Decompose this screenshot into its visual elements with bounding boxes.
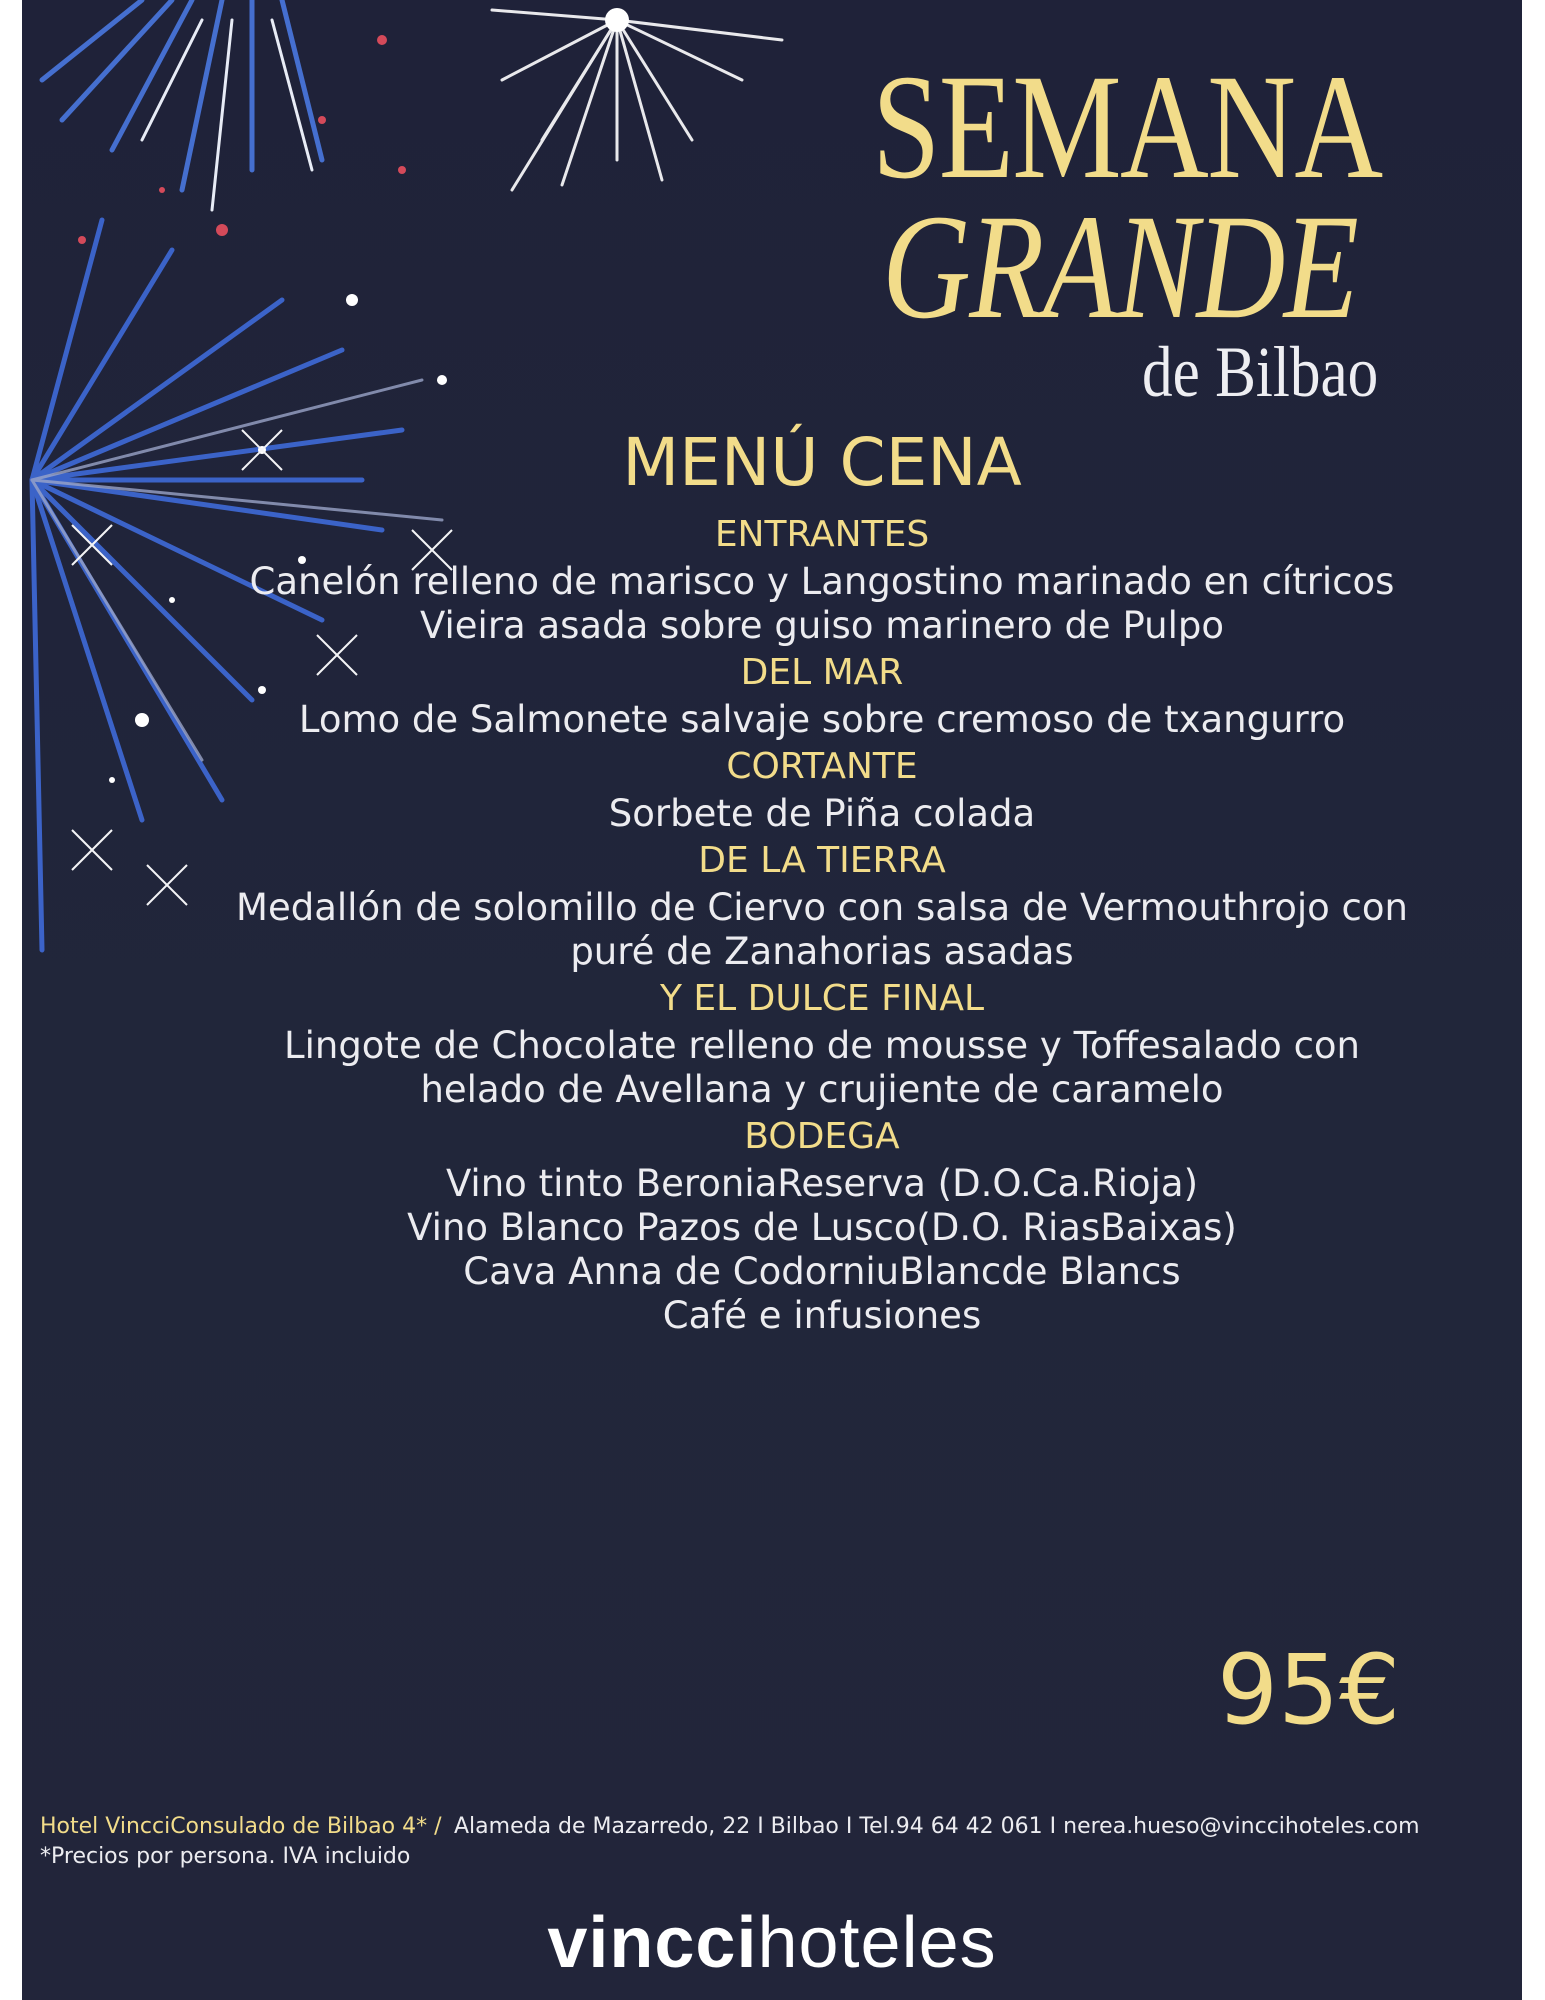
vincci-hoteles-logo <box>22 1898 1522 1988</box>
dish-item: Sorbete de Piña colada <box>608 792 1036 835</box>
logo-light-part: hoteles <box>757 1903 997 1983</box>
category-label: BODEGA <box>744 1116 900 1157</box>
dish-item: puré de Zanahorias asadas <box>570 930 1074 973</box>
dish-item: Lingote de Chocolate relleno de mousse y Toffesalado con <box>283 1024 1361 1067</box>
menu-section-dulce-final <box>122 974 1522 1112</box>
menu-section-de-la-tierra <box>122 836 1522 974</box>
logo-bold-part: vincci <box>547 1903 758 1983</box>
title-grande: GRANDE <box>882 184 1358 350</box>
menu-section-cortante <box>122 742 1522 836</box>
dish-item: Canelón relleno de marisco y Langostino marinado en cítricos <box>249 560 1395 603</box>
wine-item: Vino tinto BeroniaReserva (D.O.Ca.Rioja) <box>445 1162 1199 1205</box>
category-label: ENTRANTES <box>714 514 930 555</box>
menu-section-del-mar <box>122 648 1522 742</box>
price-note: *Precios por persona. IVA incluido <box>40 1844 411 1869</box>
menu-section-bodega <box>122 1112 1522 1338</box>
dish-item: Vieira asada sobre guiso marinero de Pulpo <box>420 604 1224 647</box>
category-label: DE LA TIERRA <box>698 840 946 881</box>
menu: MENÚ CENA ENTRANTES Canelón relleno de marisco y Langostino marinado en cítricos Vieira asada sobre guiso marinero de Pulpo DEL MAR Lomo de Salmonete salvaje sobre cremoso de txangurro CORTANTE Sorbete de Piña colada DE LA TIERRA Medallón de solomillo de Ciervo con salsa de Vermouthrojo con puré de Zanahorias asadas Y EL DULCE FINAL Lingote de Chocolate relleno de mousse y Toffesalado con helado de Avellana y crujiente de caramelo BODEGA Vino tinto BeroniaReserva (D.O.Ca.Rioja) Vino Blanco Pazos de Lusco(D.O. RiasBaixas) Cava Anna de CodorniuBlancde Blancs Café e infusiones <box>22 418 1522 1338</box>
category-label: CORTANTE <box>726 746 918 787</box>
dish-item: Medallón de solomillo de Ciervo con salsa de Vermouthrojo con <box>236 886 1408 929</box>
category-label: DEL MAR <box>740 652 904 693</box>
title-semana: SEMANA <box>872 44 1382 210</box>
hotel-name: Hotel VincciConsulado de Bilbao 4* / <box>40 1814 442 1839</box>
menu-section-entrantes <box>122 510 1522 648</box>
menu-price: 95€ <box>1217 1634 1401 1746</box>
dish-item: Lomo de Salmonete salvaje sobre cremoso de txangurro <box>298 698 1346 741</box>
dish-item: helado de Avellana y crujiente de caramelo <box>420 1068 1224 1111</box>
menu-poster <box>22 0 1522 2000</box>
wine-item: Vino Blanco Pazos de Lusco(D.O. RiasBaixas) <box>407 1206 1237 1249</box>
contact-address: Alameda de Mazarredo, 22 I Bilbao I Tel.94 64 42 061 I nerea.hueso@vinccihoteles.com <box>454 1814 1420 1839</box>
category-label: Y EL DULCE FINAL <box>659 978 985 1019</box>
wine-item: Cava Anna de CodorniuBlancde Blancs <box>463 1250 1181 1293</box>
wine-item: Café e infusiones <box>662 1294 982 1337</box>
title-de-bilbao: de Bilbao <box>1142 332 1379 412</box>
